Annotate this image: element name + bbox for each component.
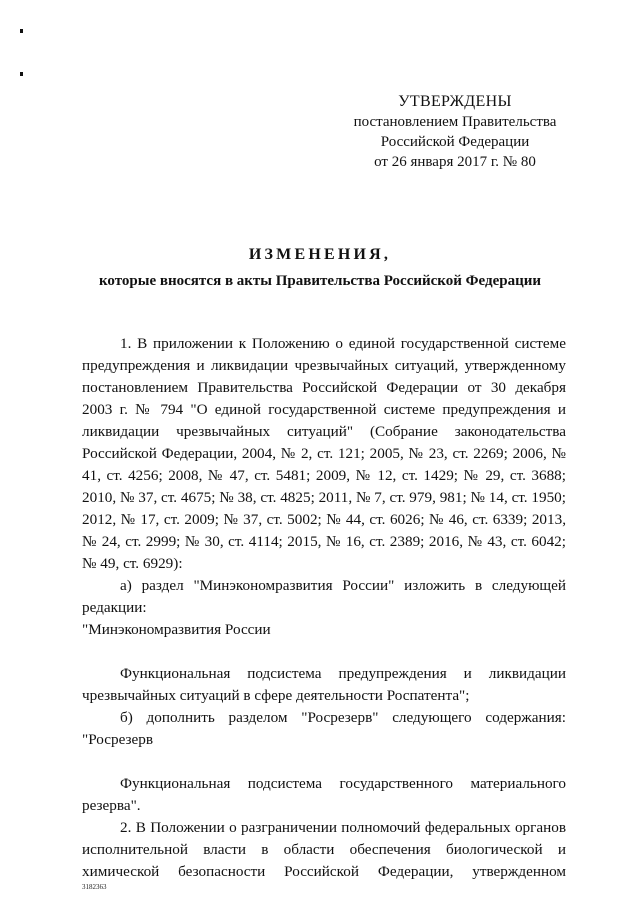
approval-heading: УТВЕРЖДЕНЫ: [398, 93, 512, 110]
item-a-quote-text: Функциональная подсистема предупреждения и ликвидации чрезвычайных ситуаций в сфере деятельности Роспатента";: [82, 665, 566, 704]
document-subtitle: которые вносятся в акты Правительства Российской Федерации: [98, 273, 542, 289]
approval-line-2: Российской Федерации: [380, 134, 530, 150]
item-b-quote-text: Функциональная подсистема государственного материального резерва".: [82, 775, 566, 814]
item-b-quote-title: "Росрезерв: [82, 731, 154, 748]
item-a-quote-title: "Минэкономразвития России: [82, 621, 271, 638]
spacer: [82, 751, 566, 773]
scan-mark-bottom: [20, 72, 23, 76]
approval-block: [340, 92, 570, 172]
item-b: б) дополнить разделом "Росрезерв" следующего содержания:: [120, 709, 566, 726]
approval-line-1: постановлением Правительства: [353, 114, 557, 130]
paragraph-2: 2. В Положении о разграничении полномочий федеральных органов исполнительной власти в области обеспечения биологической и химической безопасности Российской Федерации, утвержденном: [82, 819, 566, 880]
scan-mark-top: [20, 29, 23, 33]
approval-line-3: от 26 января 2017 г. № 80: [374, 154, 536, 170]
spacer: [82, 641, 566, 663]
paragraph-1: 1. В приложении к Положению о единой государственной системе предупреждения и ликвидации чрезвычайных ситуаций, утвержденному постановлением Правительства Российской Федерации от 30 декабря 2003 г. № 794 "О единой государственной системе предупреждения и ликвидации чрезвычайных ситуаций" (Собрание законодательства Российской Федерации, 2004, № 2, ст. 121; 2005, № 23, ст. 2269; 2006, № 41, ст. 4256; 2008, № 47, ст. 5481; 2009, № 12, ст. 1429; № 29, ст. 3688; 2010, № 37, ст. 4675; № 38, ст. 4825; 2011, № 7, ст. 979, 981; № 14, ст. 1950; 2012, № 17, ст. 2009; № 37, ст. 5002; № 44, ст. 6026; № 46, ст. 6339; 2013, № 24, ст. 2999; № 30, ст. 4114; 2015, № 16, ст. 2389; 2016, № 43, ст. 6042; № 49, ст. 6929):: [82, 335, 566, 572]
document-body: [82, 333, 566, 883]
item-a: а) раздел "Минэкономразвития России" изложить в следующей редакции:: [82, 577, 566, 616]
document-title: ИЗМЕНЕНИЯ,: [248, 246, 392, 263]
footer-code: 3182363: [82, 883, 107, 891]
